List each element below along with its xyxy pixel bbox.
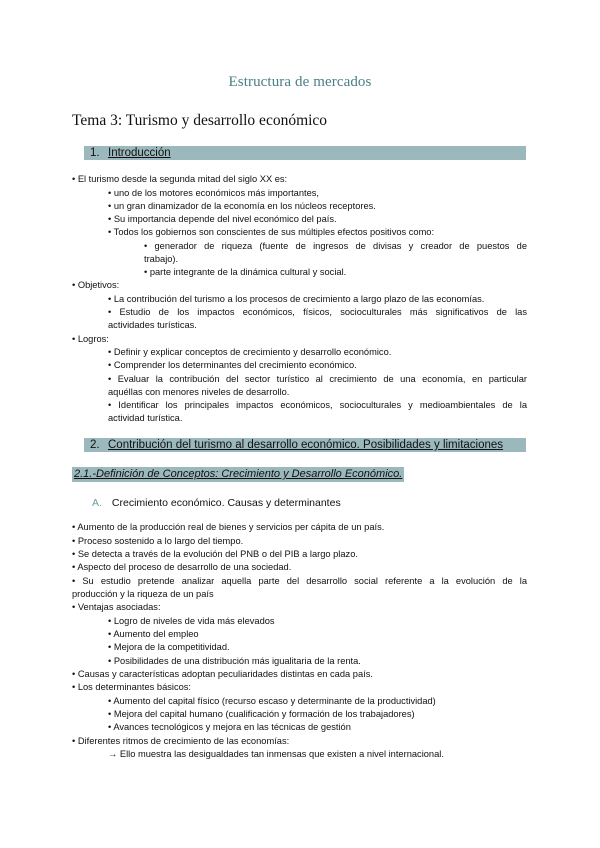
list-item: • Los determinantes básicos: bbox=[72, 682, 192, 692]
subsection-2-1-title: 2.1.-Definición de Conceptos: Crecimiento y Desarrollo Económico. bbox=[74, 468, 403, 480]
subsection-a-heading bbox=[92, 497, 341, 509]
list-item: • uno de los motores económicos más importantes, bbox=[108, 188, 319, 198]
document-title: Estructura de mercados bbox=[228, 74, 372, 90]
list-item: • Se detecta a través de la evolución del PNB o del PIB a largo plazo. bbox=[72, 549, 358, 559]
list-item: • Aumento del empleo bbox=[108, 629, 199, 639]
list-item: • Aumento de la producción real de bienes y servicios per cápita de un país. bbox=[72, 522, 385, 532]
section-1-title: Introducción bbox=[108, 147, 171, 159]
list-item: • Aumento del capital físico (recurso escaso y determinante de la productividad) bbox=[108, 696, 436, 706]
list-item: • Evaluar la contribución del sector turístico al crecimiento de una economía, en particular bbox=[108, 374, 527, 384]
list-item: • Aspecto del proceso de desarrollo de una sociedad. bbox=[72, 562, 292, 572]
list-item: • Mejora de la competitividad. bbox=[108, 642, 230, 652]
subsection-a-letter: A. bbox=[92, 497, 102, 509]
section-2-title: Contribución del turismo al desarrollo económico. Posibilidades y limitaciones bbox=[108, 439, 504, 451]
list-item: • Posibilidades de una distribución más igualitaria de la renta. bbox=[108, 656, 361, 666]
list-item: • Objetivos: bbox=[72, 280, 120, 290]
list-item: • parte integrante de la dinámica cultural y social. bbox=[144, 267, 347, 277]
list-item: actividad turística. bbox=[108, 413, 183, 423]
list-item: • Logro de niveles de vida más elevados bbox=[108, 616, 275, 626]
list-item: • Diferentes ritmos de crecimiento de las economías: bbox=[72, 736, 290, 746]
topic-heading: Tema 3: Turismo y desarrollo económico bbox=[72, 112, 328, 129]
list-item: • Definir y explicar conceptos de crecimiento y desarrollo económico. bbox=[108, 347, 392, 357]
list-item: • Todos los gobiernos son conscientes de sus múltiples efectos positivos como: bbox=[108, 227, 435, 237]
section-2-number: 2. bbox=[90, 439, 100, 451]
list-item: • Su estudio pretende analizar aquella parte del desarrollo social referente a la evolución de la bbox=[72, 576, 527, 586]
list-item: • Logros: bbox=[72, 334, 109, 344]
list-item: • Comprender los determinantes del crecimiento económico. bbox=[108, 360, 357, 370]
list-item: • Causas y características adoptan peculiaridades distintas en cada país. bbox=[72, 669, 373, 679]
section-2-heading bbox=[84, 438, 526, 452]
list-item: trabajo). bbox=[144, 254, 179, 264]
list-item: • Proceso sostenido a lo largo del tiempo. bbox=[72, 536, 244, 546]
list-item: • Avances tecnológicos y mejora en las técnicas de gestión bbox=[108, 722, 351, 732]
list-item: • Identificar los principales impactos económicos, socioculturales y medioambientales de la bbox=[108, 400, 527, 410]
section-1-heading bbox=[84, 146, 526, 160]
list-item: • Estudio de los impactos económicos, físicos, socioculturales más significativos de las bbox=[108, 307, 527, 317]
list-item: • Su importancia depende del nivel económico del país. bbox=[108, 214, 337, 224]
list-item: actividades turísticas. bbox=[108, 320, 197, 330]
list-item: • Ventajas asociadas: bbox=[72, 602, 161, 612]
list-item: aquéllas con menores niveles de desarrollo. bbox=[108, 387, 290, 397]
list-item: • El turismo desde la segunda mitad del siglo XX es: bbox=[72, 174, 288, 184]
list-item: • generador de riqueza (fuente de ingresos de divisas y creador de puestos de bbox=[144, 241, 527, 251]
list-item: • La contribución del turismo a los procesos de crecimiento a largo plazo de las economías. bbox=[108, 294, 485, 304]
list-item: → Ello muestra las desigualdades tan inmensas que existen a nivel internacional. bbox=[108, 749, 444, 759]
subsection-2-1-heading bbox=[72, 467, 404, 482]
list-item: • un gran dinamizador de la economía en los núcleos receptores. bbox=[108, 201, 376, 211]
subsection-a-title: Crecimiento económico. Causas y determinantes bbox=[111, 497, 341, 509]
section-1-number: 1. bbox=[90, 147, 100, 159]
list-item: producción y la riqueza de un país bbox=[72, 589, 214, 599]
list-item: • Mejora del capital humano (cualificación y formación de los trabajadores) bbox=[108, 709, 415, 719]
